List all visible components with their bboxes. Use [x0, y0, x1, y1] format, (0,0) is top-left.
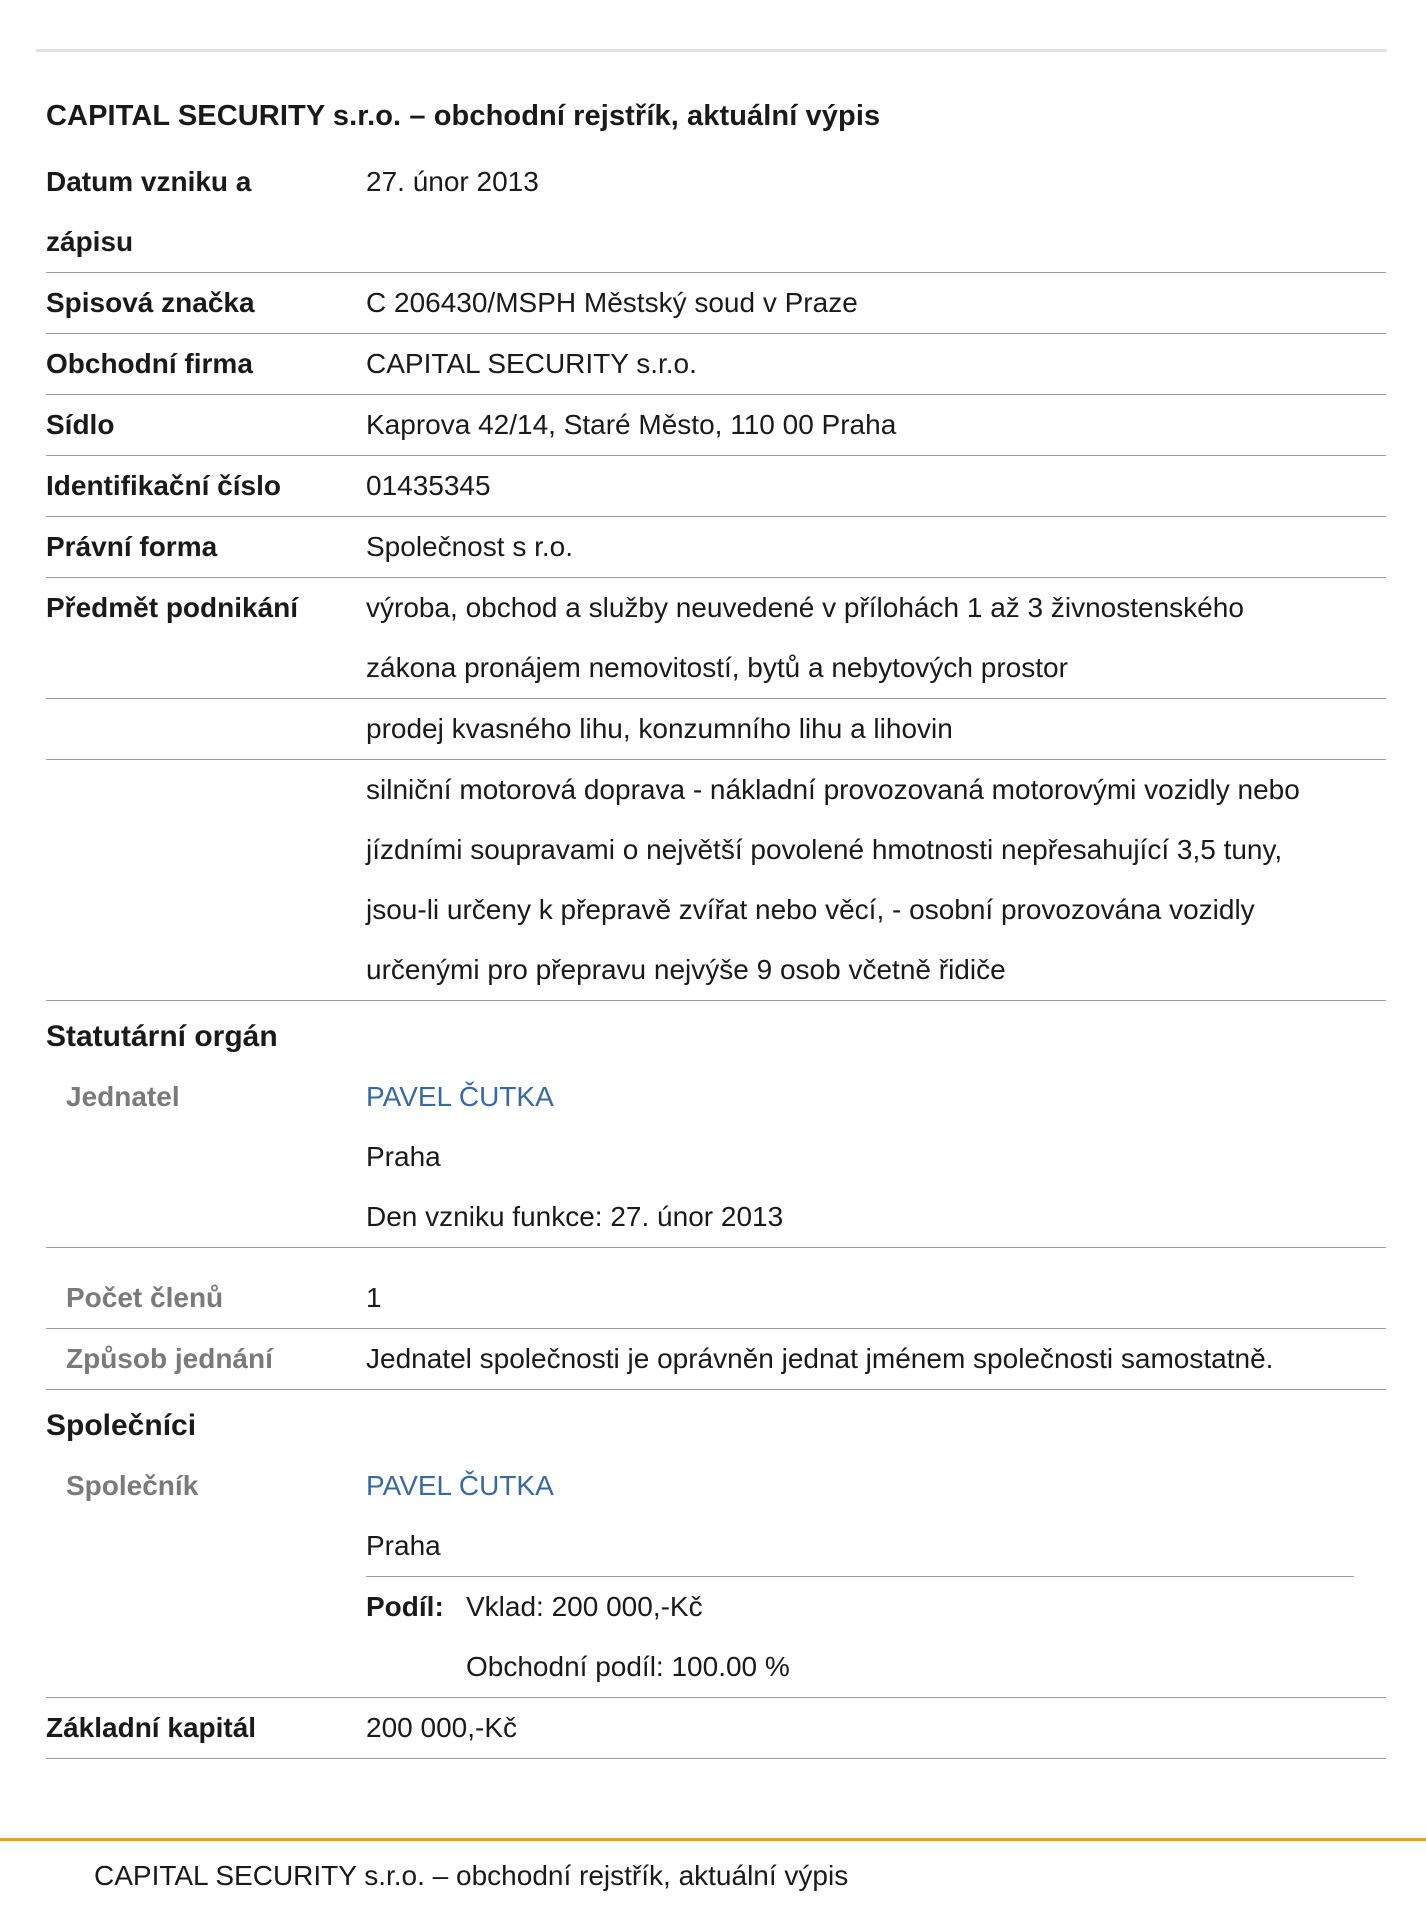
row-label: Počet členů	[66, 1282, 224, 1313]
value-line: jsou-li určeny k přepravě zvířat nebo věcí, - osobní provozována vozidly	[366, 894, 1255, 925]
section-heading-statutarni-organ: Statutární orgán	[46, 1020, 278, 1053]
row-label: Způsob jednání	[66, 1343, 273, 1374]
row-label: Základní kapitál	[46, 1712, 257, 1743]
row-value: Společnost s r.o.	[366, 531, 574, 562]
row-value	[366, 760, 1386, 1000]
share-label: Podíl:	[366, 1591, 444, 1622]
row-value	[366, 699, 1386, 759]
row-value: 27. únor 2013	[366, 166, 539, 197]
footer-title: CAPITAL SECURITY s.r.o. – obchodní rejstřík, aktuální výpis	[94, 1860, 849, 1891]
function-since: Den vzniku funkce: 27. únor 2013	[366, 1201, 784, 1232]
row-value: Jednatel společnosti je oprávněn jednat jménem společnosti samostatně.	[366, 1343, 1274, 1374]
person-link-jednatel[interactable]: PAVEL ČUTKA	[366, 1081, 554, 1112]
row-label: Spisová značka	[46, 287, 255, 318]
section-heading-spolecnici: Společníci	[46, 1409, 197, 1442]
row-value	[366, 578, 1386, 698]
row-value: 200 000,-Kč	[366, 1712, 517, 1743]
row-value	[366, 1456, 1386, 1697]
row-label: Společník	[66, 1470, 199, 1501]
row-pocet-clenu	[46, 1248, 1386, 1329]
row-zpusob-jednani	[46, 1329, 1386, 1390]
row-label: Předmět podnikání	[46, 592, 299, 623]
row-label: Obchodní firma	[46, 348, 253, 379]
row-value: C 206430/MSPH Městský soud v Praze	[366, 287, 858, 318]
share-block	[366, 1576, 1354, 1697]
row-value: 01435345	[366, 470, 491, 501]
value-line: výroba, obchod a služby neuvedené v přílohách 1 až 3 živnostenského	[366, 592, 1244, 623]
value-line: určenými pro přepravu nejvýše 9 osob včetně řidiče	[366, 954, 1006, 985]
register-table	[46, 152, 1386, 1759]
row-predmet-podnikani-3	[46, 760, 1386, 1001]
row-spisova-znacka	[46, 273, 1386, 334]
share-vklad: Vklad: 200 000,-Kč	[466, 1591, 703, 1622]
value-line: prodej kvasného lihu, konzumního lihu a lihovin	[366, 713, 953, 744]
row-spolecnik	[46, 1456, 1386, 1698]
value-line: jízdními soupravami o největší povolené hmotnosti nepřesahující 3,5 tuny,	[366, 834, 1283, 865]
row-sidlo	[46, 395, 1386, 456]
page-title: CAPITAL SECURITY s.r.o. – obchodní rejstřík, aktuální výpis	[46, 100, 881, 132]
share-values	[466, 1577, 790, 1697]
person-city: Praha	[366, 1141, 441, 1172]
row-label-empty	[46, 760, 366, 1000]
row-obchodni-firma	[46, 334, 1386, 395]
row-label: Sídlo	[46, 409, 115, 440]
person-city: Praha	[366, 1530, 441, 1561]
share-podil: Obchodní podíl: 100.00 %	[466, 1651, 790, 1682]
row-predmet-podnikani-1	[46, 578, 1386, 699]
row-value: Kaprova 42/14, Staré Město, 110 00 Praha	[366, 409, 897, 440]
row-label: Právní forma	[46, 531, 218, 562]
row-label: Datum vzniku a zápisu	[46, 166, 252, 257]
row-pravni-forma	[46, 517, 1386, 578]
row-datum-vzniku	[46, 152, 1386, 273]
row-jednatel	[46, 1067, 1386, 1248]
row-value: CAPITAL SECURITY s.r.o.	[366, 348, 697, 379]
row-identifikacni-cislo	[46, 456, 1386, 517]
row-label: Identifikační číslo	[46, 470, 281, 501]
row-value: 1	[366, 1282, 382, 1313]
row-label: Jednatel	[66, 1081, 180, 1112]
row-zakladni-kapital	[46, 1698, 1386, 1759]
row-value	[366, 1067, 1386, 1247]
value-line: zákona pronájem nemovitostí, bytů a nebytových prostor	[366, 652, 1068, 683]
row-predmet-podnikani-2	[46, 699, 1386, 760]
row-label-empty	[46, 699, 366, 759]
person-link-spolecnik[interactable]: PAVEL ČUTKA	[366, 1470, 554, 1501]
value-line: silniční motorová doprava - nákladní provozovaná motorovými vozidly nebo	[366, 774, 1300, 805]
